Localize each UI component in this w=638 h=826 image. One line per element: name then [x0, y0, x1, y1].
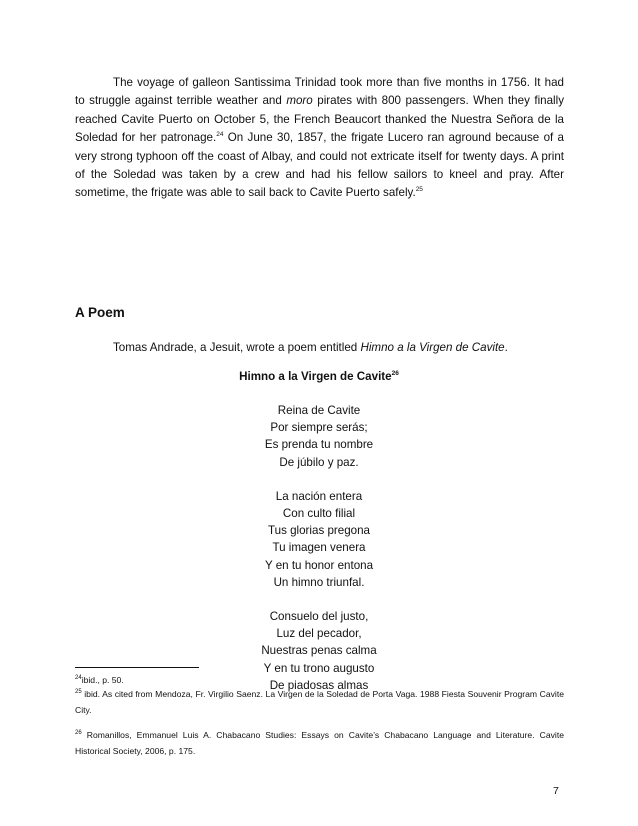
poem-line: Nuestras penas calma [261, 644, 377, 658]
poem-intro [113, 341, 508, 354]
poem-line: Luz del pecador, [276, 627, 362, 641]
section-heading: A Poem [75, 305, 125, 320]
footnote-text: Romanillos, Emmanuel Luis A. Chabacano Studies: Essays on Cavite’s Chabacano Language and Literature. Cavite Historical Society, 2006, p. 175. [75, 730, 564, 756]
poem-line: Un himno triunfal. [273, 575, 365, 589]
poem-stanza-2 [0, 488, 638, 591]
poem-line: De piadosas almas [269, 678, 369, 692]
poem-intro-text: Tomas Andrade, a Jesuit, wrote a poem entitled [113, 341, 361, 354]
poem-line: De júbilo y paz. [279, 455, 359, 469]
poem-title-text: Himno a la Virgen de Cavite [239, 370, 392, 383]
footnote-number: 25 [75, 689, 82, 695]
poem-intro-title: Himno a la Virgen de Cavite [360, 341, 505, 354]
paragraph-text-3: On June 30, 1857, the frigate Lucero ran aground because of a very strong typhoon off the coast of Albay, and could not extricate itself for twenty days. A print of the Soledad was taken by a crew and had his fellow sailors to kneel and pray. After sometime, the frigate was able to sail back to Cavite Puerto safely. [75, 131, 564, 200]
footnote-ref-24: 24 [216, 131, 224, 139]
paragraph-italic-moro: moro [286, 94, 313, 108]
poem-line: Es prenda tu nombre [264, 438, 374, 452]
poem-line: Y en tu trono augusto [263, 661, 375, 675]
footnote-text: ibid., p. 50. [81, 675, 124, 685]
footnote-number: 26 [75, 730, 82, 736]
footnote-text: ibid. As cited from Mendoza, Fr. Virgilio Saenz. La Virgen de la Soledad de Porta Vaga. 1988 Fiesta Souvenir Program Cavite City. [75, 689, 564, 715]
poem-line: Consuelo del justo, [269, 610, 369, 624]
poem-line: Tu imagen venera [272, 541, 366, 555]
poem-line: Y en tu honor entona [264, 558, 374, 572]
footnote-ref-25: 25 [415, 186, 423, 194]
poem-line: Con culto filial [282, 507, 356, 521]
footnote-25 [75, 686, 564, 718]
footnote-26 [75, 727, 564, 759]
paragraph-text-2: pirates with 800 passengers. When they finally reached Cavite Puerto on October 5, the French Beaucort thanked the Nuestra Señora de la Soledad for her patronage. [75, 94, 565, 145]
footnote-ref-26: 26 [391, 370, 399, 377]
poem-line: Reina de Cavite [277, 404, 361, 417]
page-number: 7 [553, 785, 559, 797]
poem-line: La nación entera [275, 489, 363, 503]
footnote-separator [75, 667, 199, 668]
poem-body [0, 402, 638, 711]
poem-intro-end: . [504, 341, 508, 354]
footnote-number: 24 [75, 675, 82, 681]
body-paragraph [75, 74, 564, 203]
poem-line: Tus glorias pregona [267, 524, 371, 538]
poem-title [0, 370, 638, 383]
poem-stanza-1 [0, 402, 638, 471]
paragraph-text-1: The voyage of galleon Santissima Trinidad took more than five months in 1756. It had to struggle against terrible weather and [75, 76, 564, 108]
poem-line: Por siempre serás; [270, 421, 368, 435]
